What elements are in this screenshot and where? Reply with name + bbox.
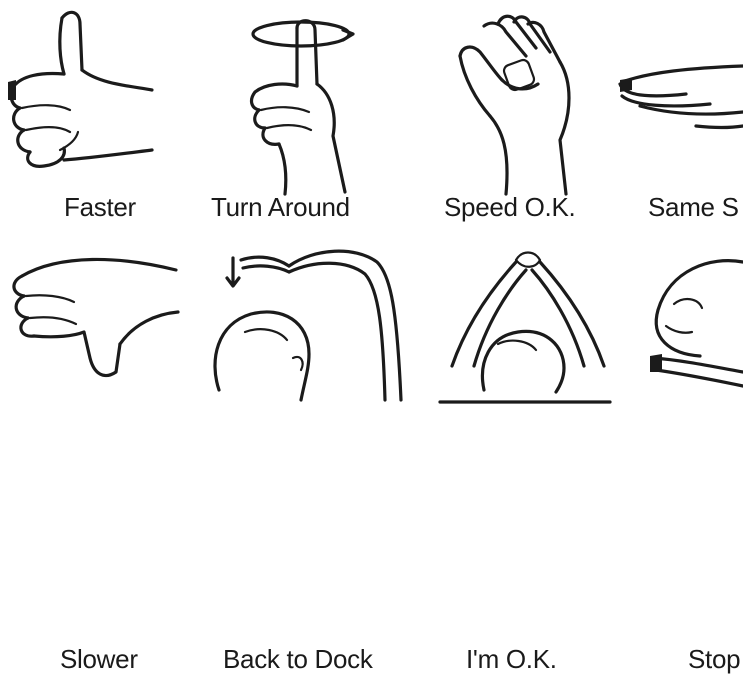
arm-over-head-icon	[205, 240, 425, 410]
signal-same-speed	[610, 0, 743, 230]
signal-back-to-dock	[205, 240, 425, 674]
signal-slower	[0, 240, 190, 674]
thumb-down-hand-icon	[0, 240, 190, 410]
signal-label: Same S	[648, 192, 739, 222]
signal-label: Back to Dock	[223, 644, 373, 674]
arms-circle-over-head-icon	[440, 240, 620, 410]
signal-label: Turn Around	[211, 192, 350, 222]
signal-turn-around	[205, 0, 405, 230]
signal-speed-ok	[440, 0, 620, 230]
signal-label: Speed O.K.	[444, 192, 576, 222]
finger-circle-hand-icon	[205, 0, 405, 200]
signal-faster	[0, 0, 190, 230]
ok-sign-hand-icon	[440, 0, 620, 200]
arm-across-neck-icon	[640, 240, 743, 410]
signal-label: I'm O.K.	[466, 644, 557, 674]
signal-label: Slower	[60, 644, 138, 674]
thumb-up-hand-icon	[0, 0, 190, 200]
flat-hand-icon	[610, 0, 743, 200]
signal-im-ok	[440, 240, 620, 674]
signal-stop	[640, 240, 743, 674]
signal-label: Stop	[688, 644, 741, 674]
signal-label: Faster	[64, 192, 136, 222]
